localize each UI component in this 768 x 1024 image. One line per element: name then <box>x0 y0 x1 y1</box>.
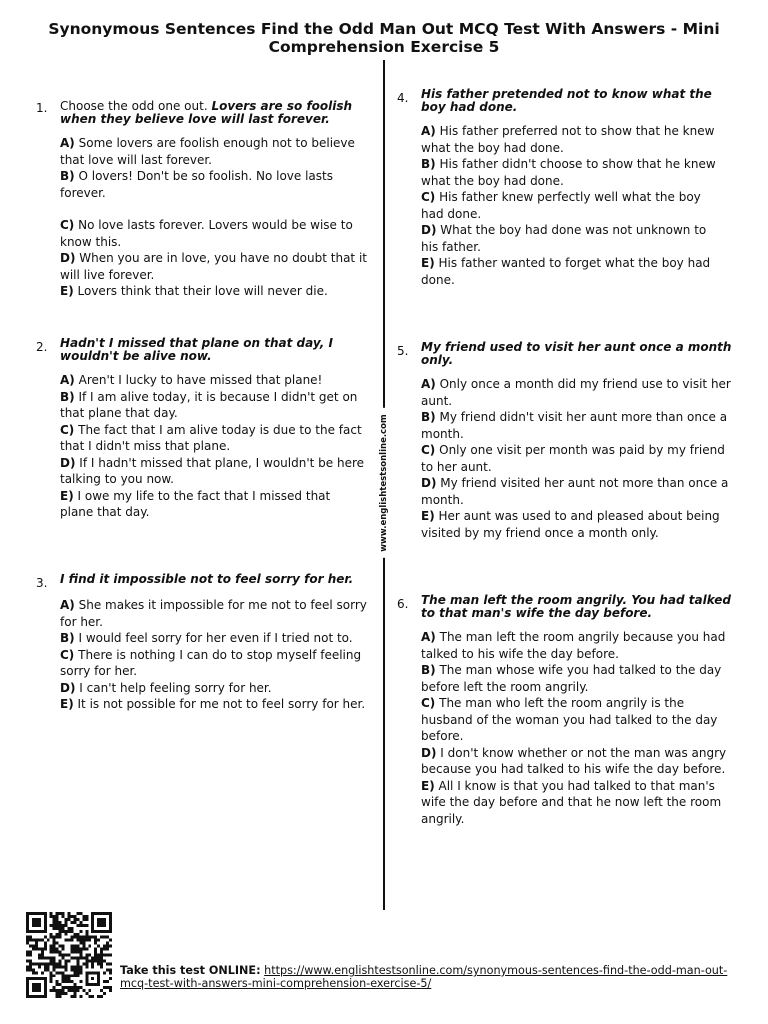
question-number: 5. <box>397 344 409 358</box>
option-c[interactable]: C) Only one visit per month was paid by my friend to her aunt. <box>421 443 725 474</box>
option-b[interactable]: B) If I am alive today, it is because I didn't get on that plane that day. <box>60 389 358 420</box>
option-a[interactable]: A) Only once a month did my friend use to visit her aunt. <box>421 377 731 408</box>
option-d[interactable]: D) What the boy had done was not unknown to his father. <box>421 223 707 254</box>
page-title: Synonymous Sentences Find the Odd Man Out MCQ Test With Answers - Mini Comprehension Exercise 5 <box>48 20 720 56</box>
option-b[interactable]: B) My friend didn't visit her aunt more than once a month. <box>421 410 728 441</box>
option-d[interactable]: D) My friend visited her aunt not more than once a month. <box>421 476 729 507</box>
option-a[interactable]: A) The man left the room angrily because you had talked to his wife the day before. <box>421 630 726 661</box>
test-online-link[interactable]: https://www.englishtestsonline.com/synonymous-sentences-find-the-odd-man-out-mcq-test-with-answers-mini-comprehension-exercise-5/ <box>120 964 728 990</box>
question-number: 6. <box>397 597 409 611</box>
option-e[interactable]: E) It is not possible for me not to feel sorry for her. <box>60 697 366 711</box>
question-stem <box>60 337 350 363</box>
options-list <box>421 376 733 541</box>
option-a[interactable]: A) She makes it impossible for me not to feel sorry for her. <box>60 598 367 629</box>
stem-text: I find it impossible not to feel sorry for her. <box>60 572 354 586</box>
question-stem <box>421 88 739 114</box>
stem-text: Lovers are so foolish when they believe love will last forever. <box>60 99 353 126</box>
question-stem <box>60 573 378 586</box>
option-e[interactable]: E) All I know is that you had talked to that man's wife the day before and that he now left the room angrily. <box>421 778 722 826</box>
option-d[interactable]: D) When you are in love, you have no doubt that it will live forever. <box>60 251 367 282</box>
question-stem <box>421 594 739 620</box>
option-c[interactable]: C) His father knew perfectly well what the boy had done. <box>421 190 701 221</box>
option-b[interactable]: B) O lovers! Don't be so foolish. No love lasts forever. <box>60 169 333 200</box>
stem-prefix: Choose the odd one out. <box>60 99 212 113</box>
question-number: 2. <box>36 340 48 354</box>
qr-code-icon[interactable] <box>24 912 114 998</box>
option-a[interactable]: A) Some lovers are foolish enough not to believe that love will last forever. <box>60 136 355 167</box>
option-e[interactable]: E) His father wanted to forget what the boy had done. <box>421 256 711 287</box>
option-c[interactable]: C) The man who left the room angrily is the husband of the woman you had talked to the day before. <box>421 696 718 743</box>
option-a[interactable]: A) Aren't I lucky to have missed that plane! <box>60 373 323 387</box>
question-number: 1. <box>36 101 48 115</box>
options-list <box>421 629 739 827</box>
option-c[interactable]: C) There is nothing I can do to stop myself feeling sorry for her. <box>60 647 362 678</box>
option-a[interactable]: A) His father preferred not to show that he knew what the boy had done. <box>421 124 715 155</box>
stem-text: The man left the room angrily. You had talked to that man's wife the day before. <box>421 593 732 620</box>
option-d[interactable]: D) I don't know whether or not the man was angry because you had talked to his wife the day before. <box>421 745 727 776</box>
options-list <box>60 372 365 521</box>
stem-text: Hadn't I missed that plane on that day, I wouldn't be alive now. <box>60 336 333 363</box>
option-b[interactable]: B) I would feel sorry for her even if I tried not to. <box>60 631 353 645</box>
stem-text: My friend used to visit her aunt once a month only. <box>421 340 732 367</box>
options-list <box>421 123 721 288</box>
option-e[interactable]: E) I owe my life to the fact that I missed that plane that day. <box>60 488 331 519</box>
side-watermark-url: www.englishtestsonline.com <box>375 408 393 558</box>
option-e[interactable]: E) Her aunt was used to and pleased about being visited by my friend once a month only. <box>421 509 720 540</box>
stem-text: His father pretended not to know what the boy had done. <box>421 87 712 114</box>
option-d[interactable]: D) If I hadn't missed that plane, I wouldn't be here talking to you now. <box>60 455 365 486</box>
question-stem <box>421 341 739 367</box>
footer <box>120 964 740 990</box>
question-stem <box>60 100 378 126</box>
option-b[interactable]: B) His father didn't choose to show that he knew what the boy had done. <box>421 157 716 188</box>
option-d[interactable]: D) I can't help feeling sorry for her. <box>60 680 272 695</box>
options-list <box>60 597 370 713</box>
option-c[interactable]: C) No love lasts forever. Lovers would be wise to know this. <box>60 218 353 249</box>
footer-label: Take this test ONLINE: <box>120 964 261 977</box>
question-number: 4. <box>397 91 409 105</box>
options-list <box>60 135 380 300</box>
question-number: 3. <box>36 576 48 590</box>
option-b[interactable]: B) The man whose wife you had talked to the day before left the room angrily. <box>421 663 722 694</box>
option-e[interactable]: E) Lovers think that their love will never die. <box>60 284 328 298</box>
option-c[interactable]: C) The fact that I am alive today is due to the fact that I didn't miss that plane. <box>60 422 362 453</box>
